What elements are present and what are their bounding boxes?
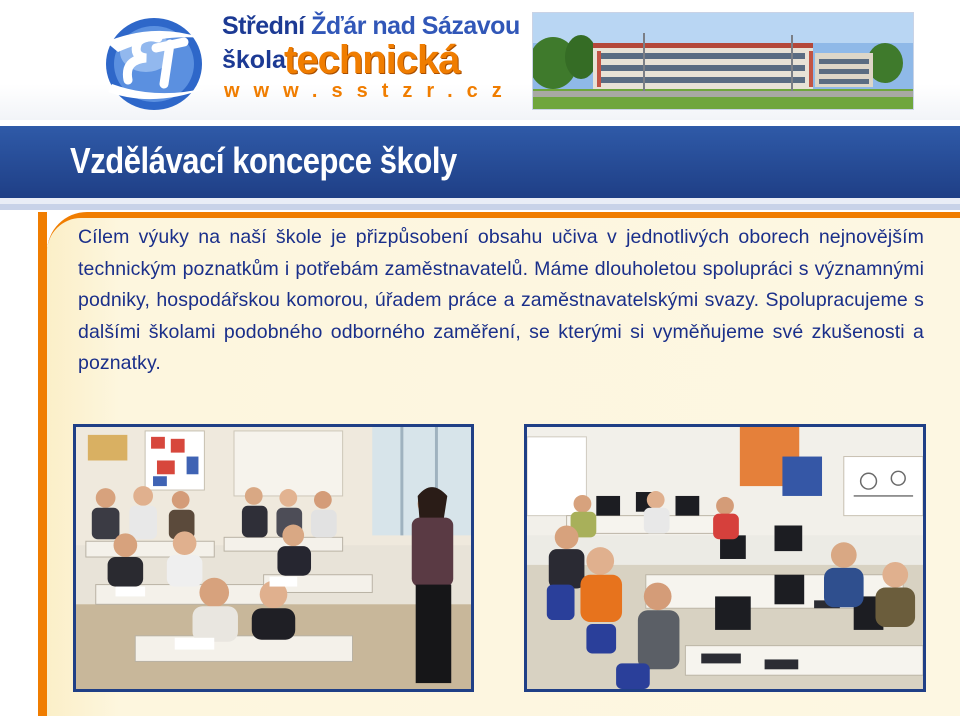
slide-title: Vzdělávací koncepce školy [70, 140, 457, 181]
classroom-photo [73, 424, 474, 692]
school-word3: technická [284, 38, 460, 82]
school-word2: škola [222, 46, 286, 74]
school-location: Žďár nad Sázavou [311, 12, 520, 40]
computer-lab-photo [524, 424, 926, 692]
school-website: www.sstzr.cz [224, 80, 516, 102]
school-logo-icon [98, 8, 210, 118]
school-word1: Střední [222, 12, 305, 40]
header [0, 0, 960, 120]
title-band [0, 126, 960, 204]
orange-accent-bar [38, 212, 47, 716]
slide-body-text: Cílem výuky na naší škole je přizpůsobení obsahu učiva v jednotlivých oborech nejnovějším technickým poznatkům i potřebám zaměstnavatelů. Máme dlouholetou spolupráci s významnými podniky, hospodářskou komorou, úřadem práce a zaměstnavatelskými svazy. Spolupracujeme s dalšími školami podobného odborného zaměření, se kterými si vyměňujeme své zkušenosti a poznatky. [78, 226, 924, 374]
school-building-photo [532, 12, 914, 110]
school-name-line1 [222, 12, 520, 41]
